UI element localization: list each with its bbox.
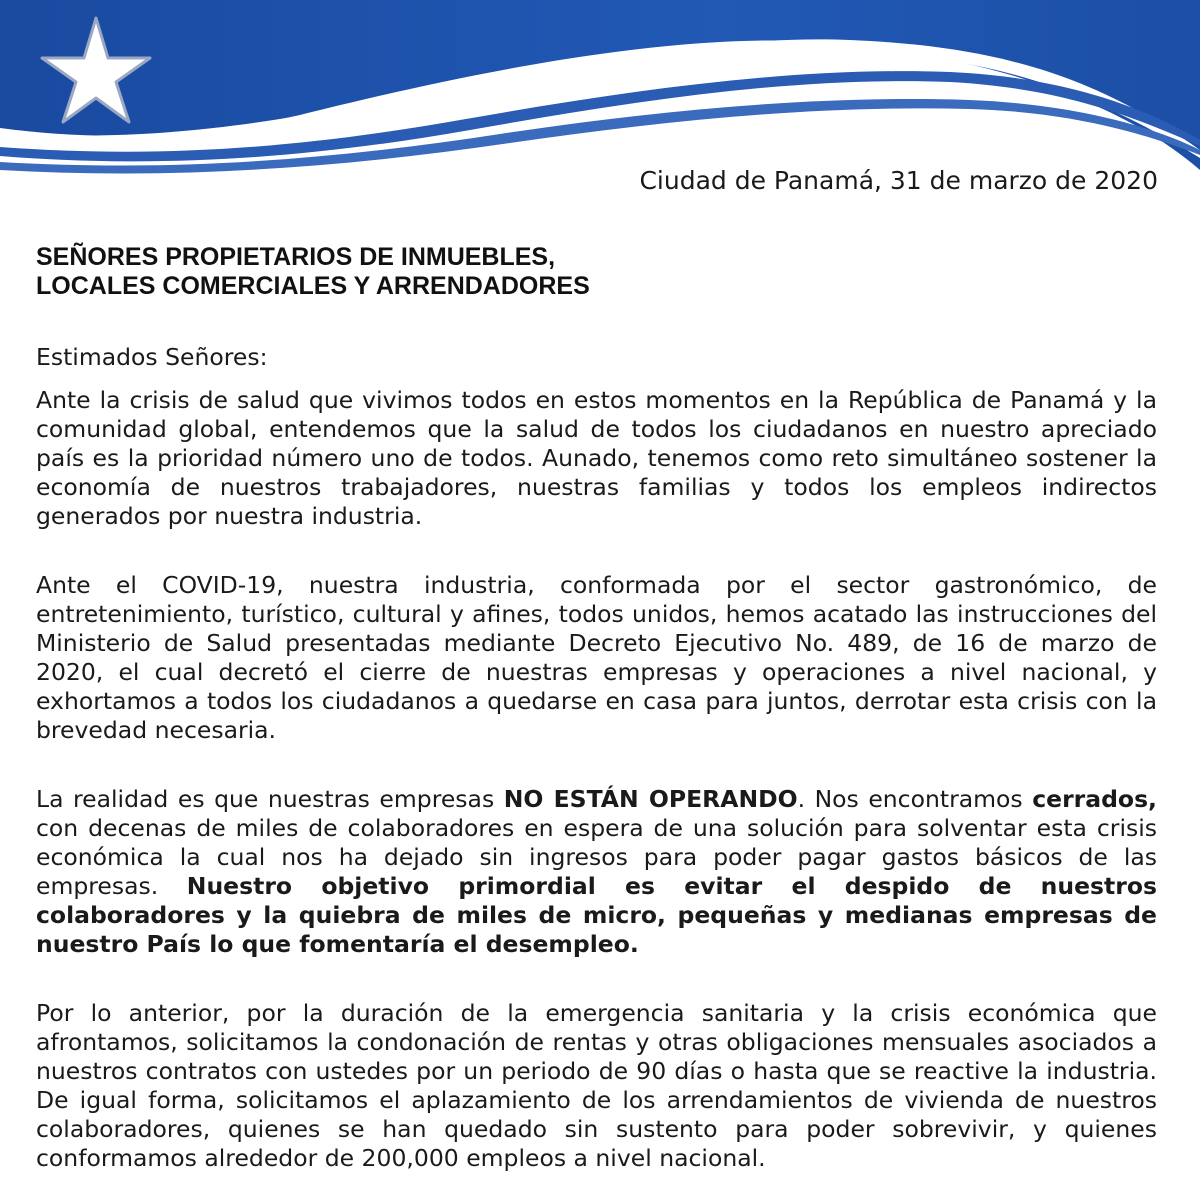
paragraph-3-bold-1: NO ESTÁN OPERANDO (503, 785, 798, 813)
recipient-line-1: SEÑORES PROPIETARIOS DE INMUEBLES, (36, 243, 556, 271)
paragraph-2: Ante el COVID-19, nuestra industria, conformada por el sector gastronómico, de entretenimiento, turístico, cultural y afines, todos unidos, hemos acatado las instrucciones del Ministerio de Salud presentadas mediante Decreto Ejecutivo No. 489, de 16 de marzo de 2020, el cual decretó el cierre de nuestras empresas y operaciones a nivel nacional, y exhortamos a todos los ciudadanos a quedarse en casa para juntos, derrotar esta crisis con la brevedad necesaria. (36, 571, 1157, 744)
paragraph-3-bold-2: cerrados, (1032, 785, 1157, 813)
paragraph-4: Por lo anterior, por la duración de la emergencia sanitaria y la crisis económica que afrontamos, solicitamos la condonación de rentas y otras obligaciones mensuales asociados a nuestros contratos con ustedes por un periodo de 90 días o hasta que se reactive la industria. De igual forma, solicitamos el aplazamiento de los arrendamientos de vivienda de nuestros colaboradores, quienes se han quedado sin sustento para poder sobrevivir, y quienes conformamos alrededor de 200,000 empleos a nivel nacional. (36, 999, 1157, 1172)
header-banner (0, 0, 1200, 185)
paragraph-3 (36, 785, 1157, 959)
letter-date: Ciudad de Panamá, 31 de marzo de 2020 (639, 166, 1158, 195)
paragraph-3-text-1: La realidad es que nuestras empresas (36, 785, 504, 813)
paragraph-3-text-3: con decenas de miles de colaboradores en espera de una solución para solventar esta crisis económica la cual nos ha dejado sin ingresos para poder pagar gastos básicos de las empresas. (36, 814, 1157, 900)
recipient-line-2: LOCALES COMERCIALES Y ARRENDADORES (36, 272, 590, 300)
recipient-heading (36, 243, 590, 301)
paragraph-1: Ante la crisis de salud que vivimos todos en estos momentos en la República de Panamá y la comunidad global, entendemos que la salud de todos los ciudadanos en nuestro apreciado país es la prioridad número uno de todos. Aunado, tenemos como reto simultáneo sostener la economía de nuestros trabajadores, nuestras familias y todos los empleos indirectos generados por nuestra industria. (36, 386, 1157, 530)
paragraph-3-text-2: . Nos encontramos (797, 785, 1033, 813)
paragraph-3-bold-3: Nuestro objetivo primordial es evitar el despido de nuestros colaboradores y la quiebra de miles de micro, pequeñas y medianas empresas de nuestro País lo que fomentaría el desempleo. (36, 872, 1157, 958)
greeting: Estimados Señores: (36, 343, 268, 371)
